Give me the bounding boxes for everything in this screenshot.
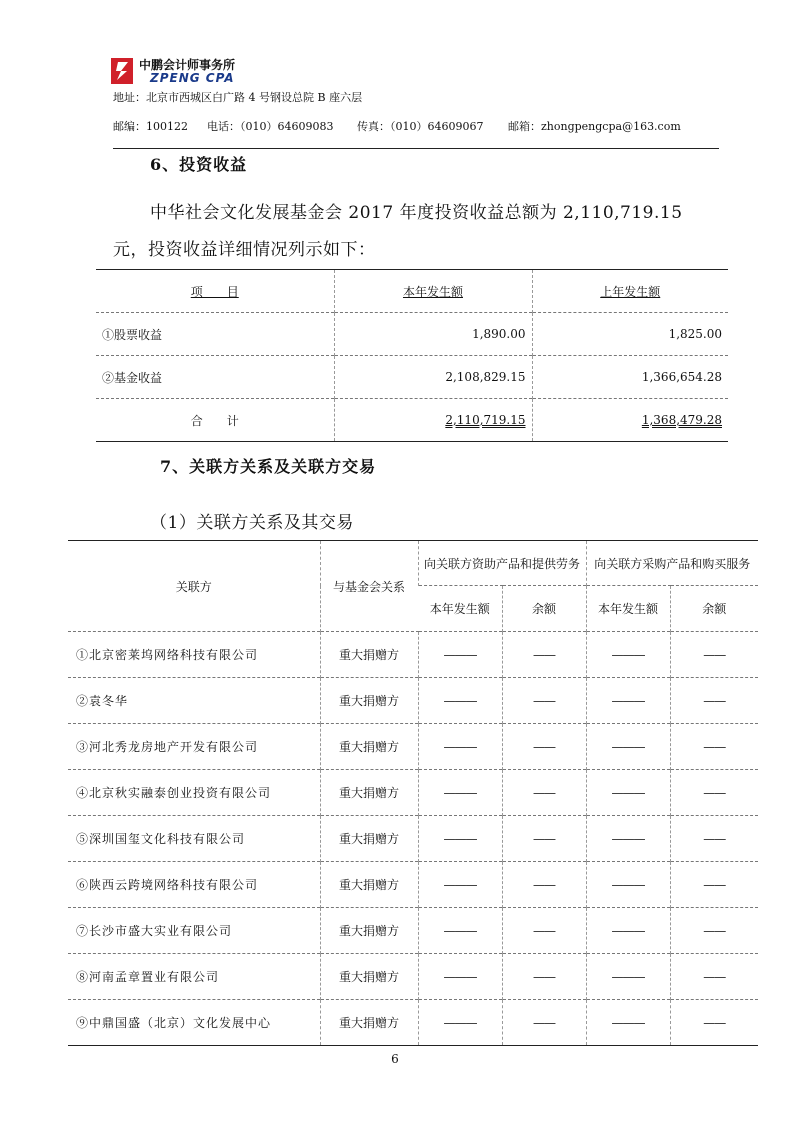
purchase-current-amount: ——— xyxy=(586,678,670,724)
row-prior: 1,825.00 xyxy=(532,313,728,356)
row-item: ①股票收益 xyxy=(96,313,334,356)
col-relation-header: 与基金会关系 xyxy=(320,541,418,632)
related-party-name: ③河北秀龙房地产开发有限公司 xyxy=(68,724,320,770)
purchase-balance: —— xyxy=(670,632,758,678)
purchase-current-amount: ——— xyxy=(586,816,670,862)
col-purchase-current-header: 本年发生额 xyxy=(586,586,670,632)
section-6-paragraph-line2: 元，投资收益详细情况列示如下： xyxy=(113,240,376,260)
table-row xyxy=(68,816,758,862)
firm-name-cn: 中鹏会计师事务所 xyxy=(139,58,236,72)
provide-balance: —— xyxy=(502,724,586,770)
firm-address: 地址：北京市西城区白广路 4 号钢设总院 B 座六层 xyxy=(113,91,363,104)
purchase-balance: —— xyxy=(670,908,758,954)
table-row xyxy=(68,632,758,678)
provide-balance: —— xyxy=(502,954,586,1000)
related-party-name: ②袁冬华 xyxy=(68,678,320,724)
col-purchase-balance-header: 余额 xyxy=(670,586,758,632)
purchase-current-amount: ——— xyxy=(586,908,670,954)
provide-balance: —— xyxy=(502,770,586,816)
relation-to-foundation: 重大捐赠方 xyxy=(320,816,418,862)
provide-balance: —— xyxy=(502,632,586,678)
purchase-balance: —— xyxy=(670,770,758,816)
firm-name-en: ZPENG CPA xyxy=(150,71,235,85)
related-party-name: ⑤深圳国玺文化科技有限公司 xyxy=(68,816,320,862)
col-party-header: 关联方 xyxy=(68,541,320,632)
firm-phone: 电话：（010）64609083 xyxy=(207,120,334,133)
related-party-name: ⑥陕西云跨境网络科技有限公司 xyxy=(68,862,320,908)
table-row xyxy=(96,356,728,399)
purchase-current-amount: ——— xyxy=(586,770,670,816)
relation-to-foundation: 重大捐赠方 xyxy=(320,954,418,1000)
section-7-title: 7、关联方关系及关联方交易 xyxy=(160,457,377,476)
related-party-table xyxy=(68,540,758,1046)
purchase-balance: —— xyxy=(670,862,758,908)
purchase-balance: —— xyxy=(670,816,758,862)
total-prior: 1,368,479.28 xyxy=(532,399,728,442)
relation-to-foundation: 重大捐赠方 xyxy=(320,908,418,954)
table-header-row xyxy=(68,541,758,586)
provide-current-amount: ——— xyxy=(418,862,502,908)
col-provide-current-header: 本年发生额 xyxy=(418,586,502,632)
relation-to-foundation: 重大捐赠方 xyxy=(320,770,418,816)
table-row xyxy=(68,678,758,724)
purchase-current-amount: ——— xyxy=(586,632,670,678)
table-row xyxy=(96,313,728,356)
table-row xyxy=(68,862,758,908)
purchase-current-amount: ——— xyxy=(586,954,670,1000)
provide-current-amount: ——— xyxy=(418,1000,502,1046)
purchase-current-amount: ——— xyxy=(586,862,670,908)
purchase-current-amount: ——— xyxy=(586,1000,670,1046)
relation-to-foundation: 重大捐赠方 xyxy=(320,862,418,908)
col-item-header: 项 目 xyxy=(96,270,334,313)
related-party-name: ⑧河南孟章置业有限公司 xyxy=(68,954,320,1000)
table-header-row xyxy=(96,270,728,313)
firm-fax: 传真：（010）64609067 xyxy=(357,120,484,133)
page-number: 6 xyxy=(391,1052,399,1066)
col-prior-header: 上年发生额 xyxy=(532,270,728,313)
relation-to-foundation: 重大捐赠方 xyxy=(320,724,418,770)
table-row xyxy=(68,724,758,770)
provide-balance: —— xyxy=(502,862,586,908)
purchase-current-amount: ——— xyxy=(586,724,670,770)
col-current-header: 本年发生额 xyxy=(334,270,532,313)
provide-current-amount: ——— xyxy=(418,954,502,1000)
provide-current-amount: ——— xyxy=(418,908,502,954)
table-row xyxy=(68,770,758,816)
investment-income-table xyxy=(96,269,728,442)
provide-balance: —— xyxy=(502,908,586,954)
purchase-balance: —— xyxy=(670,678,758,724)
row-current: 2,108,829.15 xyxy=(334,356,532,399)
purchase-balance: —— xyxy=(670,724,758,770)
related-party-name: ①北京密莱坞网络科技有限公司 xyxy=(68,632,320,678)
provide-current-amount: ——— xyxy=(418,678,502,724)
relation-to-foundation: 重大捐赠方 xyxy=(320,632,418,678)
table-row xyxy=(68,1000,758,1046)
col-provide-balance-header: 余额 xyxy=(502,586,586,632)
related-party-name: ⑨中鼎国盛（北京）文化发展中心 xyxy=(68,1000,320,1046)
header-divider xyxy=(113,148,719,149)
relation-to-foundation: 重大捐赠方 xyxy=(320,678,418,724)
provide-current-amount: ——— xyxy=(418,632,502,678)
section-6-title: 6、投资收益 xyxy=(150,155,248,174)
provide-current-amount: ——— xyxy=(418,724,502,770)
firm-email: 邮箱：zhongpengcpa@163.com xyxy=(508,120,681,133)
section-7-subtitle: （1）关联方关系及其交易 xyxy=(150,513,354,533)
provide-current-amount: ——— xyxy=(418,770,502,816)
total-label: 合 计 xyxy=(96,399,334,442)
related-party-name: ④北京秋实融泰创业投资有限公司 xyxy=(68,770,320,816)
provide-balance: —— xyxy=(502,1000,586,1046)
table-row xyxy=(68,954,758,1000)
firm-postcode: 邮编：100122 xyxy=(113,120,188,133)
row-item: ②基金收益 xyxy=(96,356,334,399)
col-provide-group-header: 向关联方资助产品和提供劳务 xyxy=(418,541,586,586)
firm-logo-icon xyxy=(111,58,133,84)
table-total-row xyxy=(96,399,728,442)
related-party-name: ⑦长沙市盛大实业有限公司 xyxy=(68,908,320,954)
total-current: 2,110,719.15 xyxy=(334,399,532,442)
purchase-balance: —— xyxy=(670,1000,758,1046)
row-current: 1,890.00 xyxy=(334,313,532,356)
purchase-balance: —— xyxy=(670,954,758,1000)
row-prior: 1,366,654.28 xyxy=(532,356,728,399)
table-row xyxy=(68,908,758,954)
provide-balance: —— xyxy=(502,678,586,724)
section-6-paragraph-line1: 中华社会文化发展基金会 2017 年度投资收益总额为 2,110,719.15 xyxy=(150,203,683,223)
provide-current-amount: ——— xyxy=(418,816,502,862)
col-purchase-group-header: 向关联方采购产品和购买服务 xyxy=(586,541,758,586)
relation-to-foundation: 重大捐赠方 xyxy=(320,1000,418,1046)
provide-balance: —— xyxy=(502,816,586,862)
